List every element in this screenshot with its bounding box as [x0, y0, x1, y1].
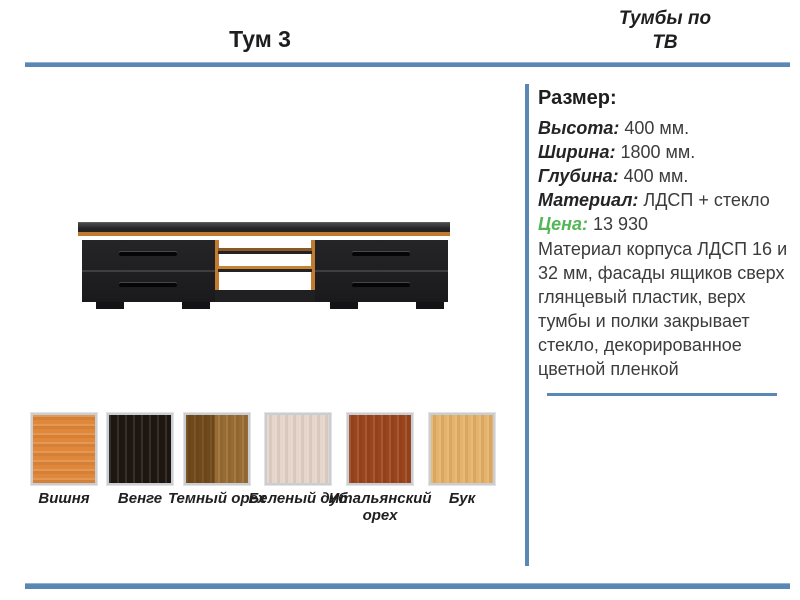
specs-underline [547, 393, 777, 396]
category-line-2: ТВ [652, 32, 678, 53]
spec-value: 400 мм. [624, 118, 690, 138]
drawer-handle [352, 283, 410, 287]
spec-label: Материал: [538, 190, 639, 210]
drawer-handle [119, 252, 177, 256]
spec-row-price [538, 212, 788, 236]
cabinet-foot [182, 302, 210, 309]
swatch-label: Итальянский орех [328, 490, 432, 524]
drawer-handle [119, 283, 177, 287]
top-divider-line [25, 62, 790, 67]
price-value: 13 930 [593, 214, 649, 234]
category-line-1: Тумбы по [618, 8, 712, 29]
size-header: Размер: [538, 87, 617, 109]
price-label: Цена: [538, 214, 589, 234]
spec-row-height [538, 116, 788, 140]
glass-shelf [218, 266, 312, 272]
cabinet-top-panel [78, 222, 450, 236]
swatch-beech [407, 413, 517, 507]
swatch-color-box [347, 413, 413, 485]
swatch-color-box [429, 413, 495, 485]
product-description: Материал корпуса ЛДСП 16 и 32 мм, фасады ящиков сверх глянцевый пластик, верх тумбы и полки закрывает стекло, декорированное цветной пленкой [538, 239, 788, 379]
swatch-label: Темный орех [167, 490, 267, 507]
specs-panel [538, 86, 788, 381]
bottom-divider-line [25, 583, 790, 589]
spec-value: ЛДСП + стекло [643, 190, 770, 210]
vertical-divider-line [525, 84, 529, 566]
cabinet-foot [96, 302, 124, 309]
page-title: Тум 3 [229, 26, 291, 52]
swatch-color-box [184, 413, 250, 485]
spec-row-material [538, 188, 788, 212]
spec-value: 400 мм. [623, 166, 689, 186]
spec-row-width [538, 140, 788, 164]
swatch-color-box [265, 413, 331, 485]
spec-value: 1800 мм. [620, 142, 696, 162]
swatch-label: Беленый дуб [248, 490, 348, 507]
cabinet-foot [330, 302, 358, 309]
cabinet-foot [416, 302, 444, 309]
open-shelf-section [215, 240, 315, 302]
product-image [78, 222, 450, 310]
cabinet-base-panel [215, 290, 315, 302]
drawer-divider [82, 270, 215, 272]
drawer-divider [315, 270, 448, 272]
drawer-unit-left [82, 240, 215, 302]
category-title [590, 7, 740, 55]
spec-label: Высота: [538, 118, 620, 138]
swatch-label: Бук [448, 490, 476, 507]
spec-row-depth [538, 164, 788, 188]
glass-shelf [218, 248, 312, 254]
drawer-unit-right [315, 240, 448, 302]
drawer-handle [352, 252, 410, 256]
spec-label: Ширина: [538, 142, 616, 162]
swatch-label: Венге [117, 490, 163, 507]
swatch-label: Вишня [38, 490, 90, 507]
spec-label: Глубина: [538, 166, 619, 186]
